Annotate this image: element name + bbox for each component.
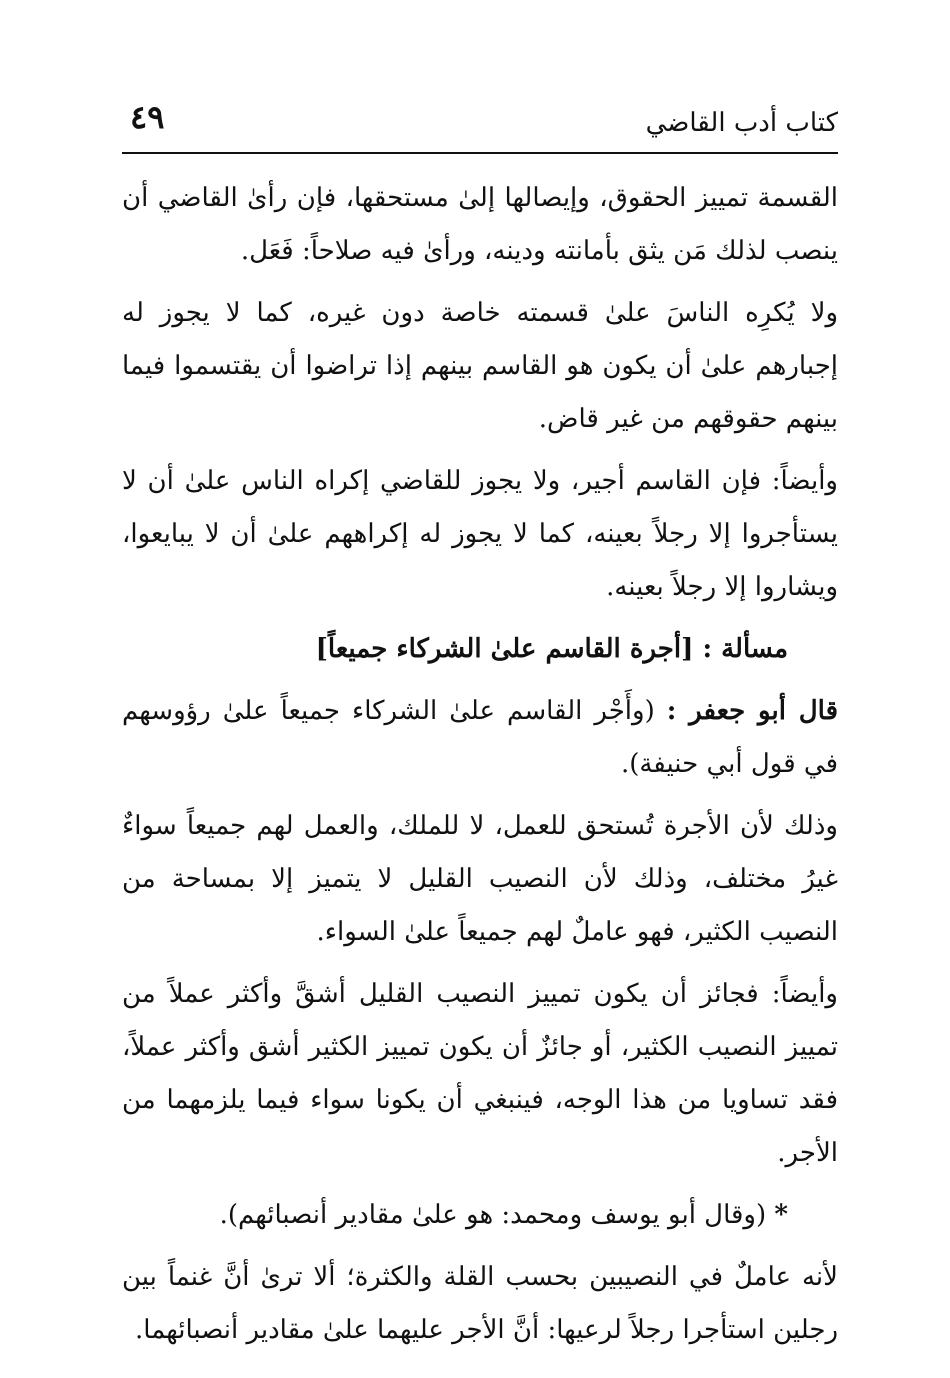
quote-text-2: (وقال أبو يوسف ومحمد: هو علىٰ مقادير أنصبائهم). [219,1200,775,1230]
paragraph-3: وأيضاً: فإن القاسم أجير، ولا يجوز للقاضي إكراه الناس علىٰ أن لا يستأجروا إلا رجلاً بعينه، كما لا يجوز له إكراههم علىٰ أن لا يبايعوا، ويشاروا إلا رجلاً بعينه. [122,466,838,602]
page-body [122,172,838,1366]
page-header [122,96,838,154]
paragraph-4 [122,685,838,791]
paragraph-1: القسمة تمييز الحقوق، وإيصالها إلىٰ مستحقها، فإن رأىٰ القاضي أن ينصب لذلك مَن يثق بأمانته ودينه، ورأىٰ فيه صلاحاً: فَعَل. [122,183,838,266]
paragraph-6: وأيضاً: فجائز أن يكون تمييز النصيب القليل أشقَّ وأكثر عملاً من تمييز النصيب الكثير، أو جائزٌ أن يكون تمييز الكثير أشق وأكثر عملاً، فقد تساويا من هذا الوجه، فينبغي أن يكونا سواء فيما يلزمهما من الأجر. [122,979,838,1168]
page-number: ٤٩ [130,98,165,136]
paragraph-7 [122,1189,838,1242]
paragraph-5: وذلك لأن الأجرة تُستحق للعمل، لا للملك، والعمل لهم جميعاً سواءٌ غيرُ مختلف، وذلك لأن النصيب القليل لا يتميز إلا بمساحة من النصيب الكثير، فهو عاملٌ لهم جميعاً علىٰ السواء. [122,811,838,947]
paragraph-2: ولا يُكرِه الناسَ علىٰ قسمته خاصة دون غيره، كما لا يجوز له إجبارهم علىٰ أن يكون هو القاسم بينهم إذا تراضوا أن يقتسموا فيما بينهم حقوقهم من غير قاض. [122,298,838,434]
section-heading: مسألة : [أجرة القاسم علىٰ الشركاء جميعاً] [315,634,788,664]
quote-attribution: قال أبو جعفر : [666,696,838,726]
book-title: كتاب أدب القاضي [645,108,838,138]
quote-text: (وأَجْر القاسم علىٰ الشركاء جميعاً علىٰ رؤوسهم في قول أبي حنيفة). [122,696,838,779]
paragraph-8: لأنه عاملٌ في النصيبين بحسب القلة والكثرة؛ ألا ترىٰ أنَّ غنماً بين رجلين استأجرا رجلاً لرعيها: أنَّ الأجر عليهما علىٰ مقادير أنصبائهما. [122,1262,838,1345]
asterisk-icon: * [774,1200,788,1230]
